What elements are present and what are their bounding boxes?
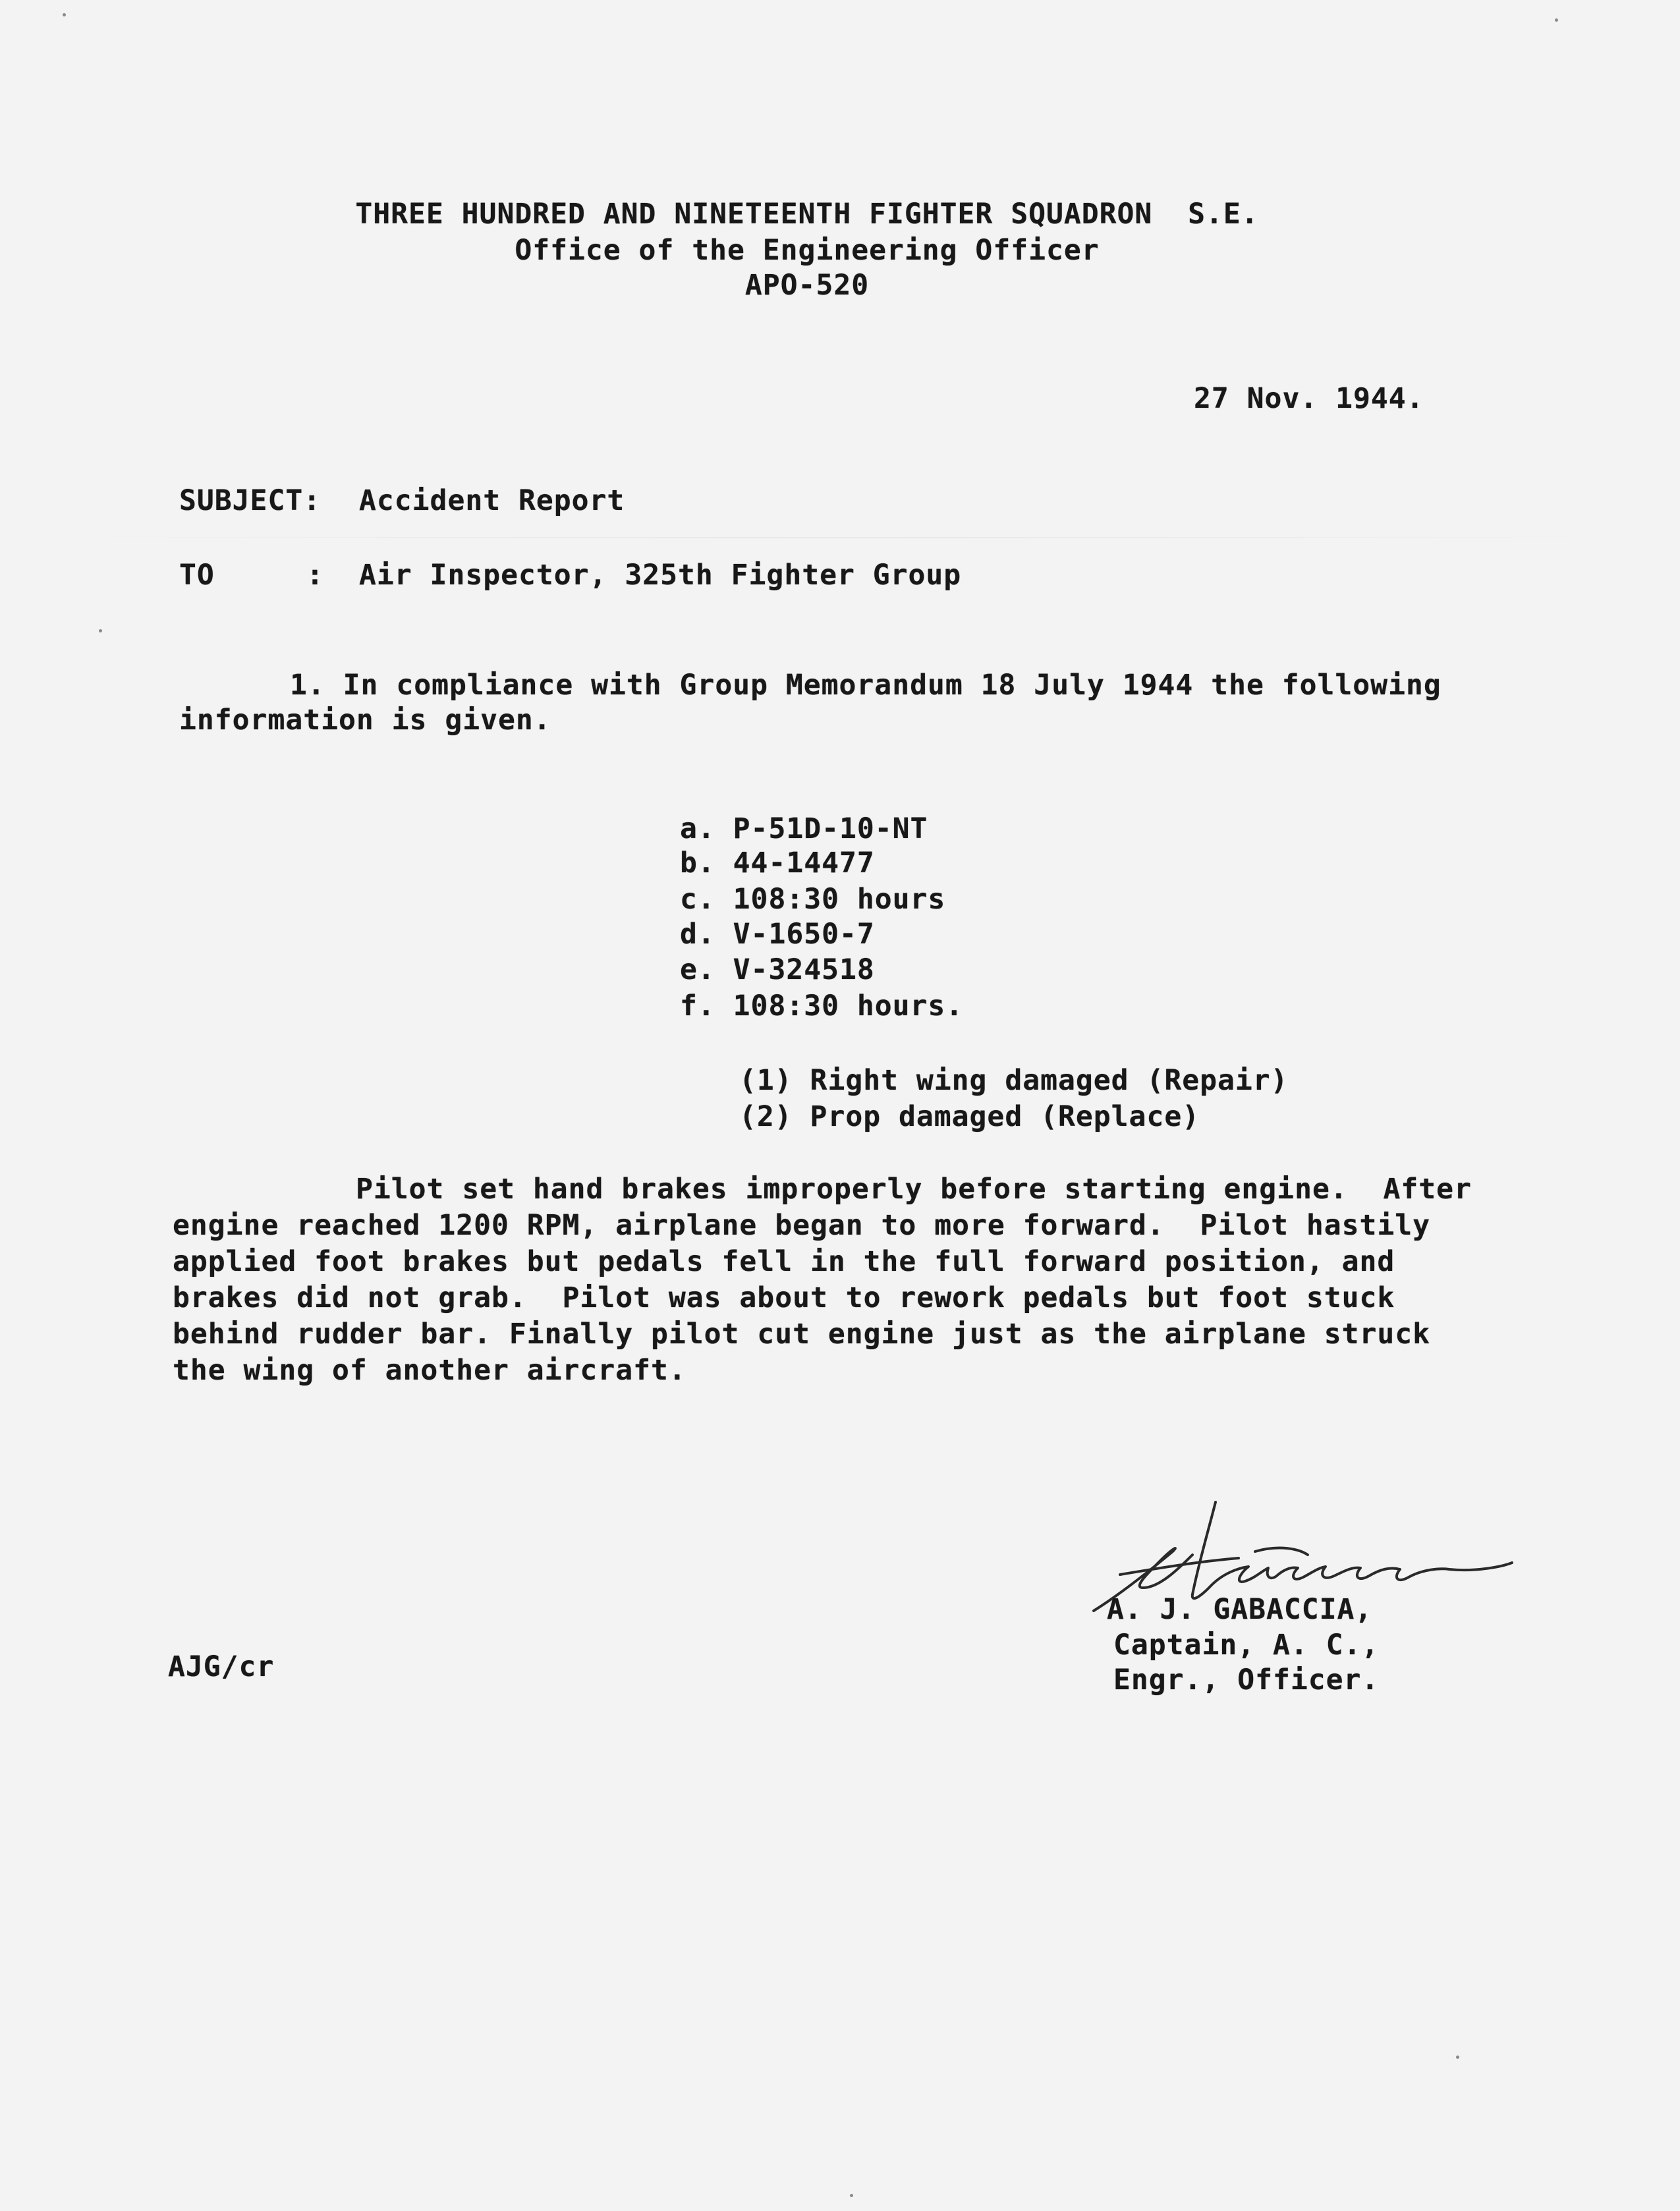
letterhead-unit: THREE HUNDRED AND NINETEENTH FIGHTER SQUADRON S.E. — [355, 198, 1259, 231]
signer-name: A. J. GABACCIA, — [1107, 1593, 1373, 1626]
letterhead-office: Office of the Engineering Officer — [515, 234, 1100, 267]
narrative-line3: applied foot brakes but pedals fell in the full forward position, and — [173, 1245, 1395, 1278]
to-label: TO — [179, 559, 215, 592]
to-value: Air Inspector, 325th Fighter Group — [359, 559, 962, 592]
paper-fold-line — [0, 537, 1680, 538]
item-a: a. P-51D-10-NT — [680, 812, 928, 845]
scan-speck — [1456, 2056, 1459, 2059]
signer-title: Engr., Officer. — [1113, 1664, 1380, 1696]
item-e: e. V-324518 — [680, 953, 875, 986]
letterhead-apo: APO-520 — [744, 269, 870, 302]
item-f: f. 108:30 hours. — [680, 990, 964, 1022]
narrative-line5: behind rudder bar. Finally pilot cut engine just as the airplane struck — [173, 1318, 1431, 1351]
damage-1: (1) Right wing damaged (Repair) — [739, 1064, 1289, 1097]
typist-initials: AJG/cr — [168, 1650, 275, 1683]
narrative-line4: brakes did not grab. Pilot was about to rework pedals but foot stuck — [173, 1281, 1395, 1314]
damage-2: (2) Prop damaged (Replace) — [739, 1100, 1200, 1133]
paragraph1-line2: information is given. — [179, 704, 551, 737]
to-separator: : — [306, 559, 324, 592]
scan-speck — [63, 13, 66, 16]
scan-speck — [99, 629, 102, 632]
paragraph1-line1: 1. In compliance with Group Memorandum 18 July 1944 the following — [290, 669, 1442, 702]
document-date: 27 Nov. 1944. — [1194, 382, 1424, 415]
item-b: b. 44-14477 — [680, 847, 875, 880]
narrative-line1: Pilot set hand brakes improperly before starting engine. After — [356, 1173, 1472, 1206]
subject-value: Accident Report — [359, 484, 625, 517]
item-d: d. V-1650-7 — [680, 918, 875, 951]
item-c: c. 108:30 hours — [680, 883, 946, 916]
scan-speck — [850, 2194, 853, 2197]
scan-speck — [1555, 18, 1558, 22]
signer-rank: Captain, A. C., — [1113, 1629, 1380, 1662]
narrative-line6: the wing of another aircraft. — [173, 1354, 686, 1387]
subject-label: SUBJECT: — [179, 484, 322, 517]
narrative-line2: engine reached 1200 RPM, airplane began to more forward. Pilot hastily — [173, 1209, 1431, 1242]
